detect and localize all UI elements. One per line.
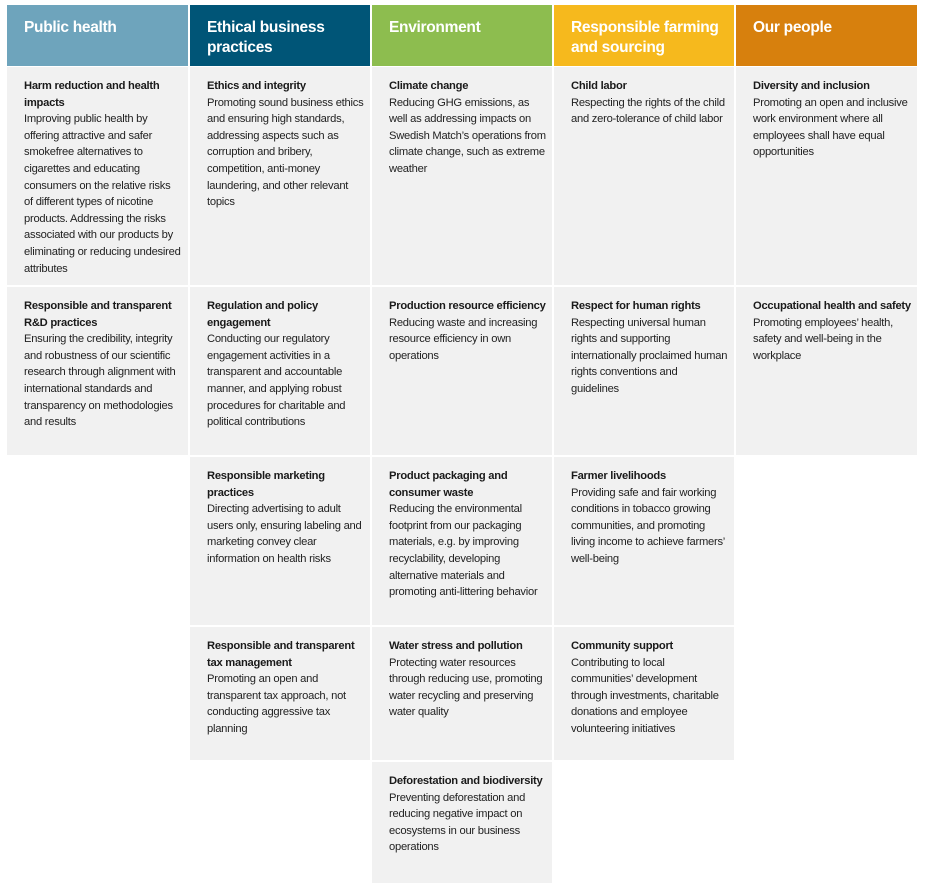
topic-title: Responsible marketing practices: [207, 470, 325, 499]
topic-description: Reducing waste and increasing resource efficiency in own operations: [389, 316, 538, 362]
topic-description: Contributing to local communities’ development through investments, charitable donations and employee volunteering initiatives: [571, 656, 719, 735]
topic-description: Conducting our regulatory engagement activities in a transparent and accountable manner, and applying robust procedures for charitable and political contributions: [207, 333, 346, 429]
topic-cell: [736, 67, 917, 285]
topic-title: Ethics and integrity: [207, 80, 306, 92]
column-header-public-health: Public health: [7, 5, 188, 66]
topic-cell: [190, 67, 370, 285]
topic-cell: [372, 457, 552, 625]
topic-cell: [554, 457, 734, 625]
topic-description: Promoting employees’ health, safety and well-being in the workplace: [753, 316, 893, 362]
topic-title: Production resource efficiency: [389, 300, 546, 312]
topic-title: Climate change: [389, 80, 469, 92]
topic-title: Occupational health and safety: [753, 300, 911, 312]
topic-cell: [372, 67, 552, 285]
topic-cell: [190, 287, 370, 455]
topic-title: Harm reduction and health impacts: [24, 80, 160, 109]
column-header-ethical-business: Ethical business practices: [190, 5, 370, 66]
column-header-environment: Environment: [372, 5, 552, 66]
topic-title: Community support: [571, 640, 674, 652]
topic-cell: [190, 457, 370, 625]
topic-cell: [7, 67, 188, 285]
topic-title: Child labor: [571, 80, 627, 92]
topic-cell: [190, 627, 370, 760]
topic-title: Water stress and pollution: [389, 640, 523, 652]
topic-title: Respect for human rights: [571, 300, 701, 312]
topic-description: Reducing the environmental footprint from our packaging materials, e.g. by improving recyclability, developing alternative materials and promoting anti-littering behavior: [389, 503, 538, 599]
topic-title: Deforestation and biodiversity: [389, 775, 543, 787]
topic-title: Product packaging and consumer waste: [389, 470, 508, 499]
topic-title: Responsible and transparent R&D practices: [24, 300, 172, 329]
column-header-responsible-farming: Responsible farming and sourcing: [554, 5, 734, 66]
topic-description: Promoting sound business ethics and ensuring high standards, addressing aspects such as corruption and bribery, competition, anti-money laundering, and other relevant topics: [207, 96, 364, 209]
topic-description: Preventing deforestation and reducing negative impact on ecosystems in our business operations: [389, 791, 526, 854]
topic-description: Promoting an open and inclusive work environment where all employees shall have equal opportunities: [753, 96, 908, 159]
topic-cell: [372, 287, 552, 455]
topic-cell: [372, 762, 552, 883]
topic-description: Reducing GHG emissions, as well as addressing impacts on Swedish Match’s operations from climate change, such as extreme weather: [389, 96, 546, 175]
topic-description: Improving public health by offering attractive and safer smokefree alternatives to cigarettes and educating consumers on the relative risks of different types of nicotine products. Addressing the risks associated with our products by eliminating or reducing undesired attributes: [24, 113, 181, 275]
topic-cell: [554, 67, 734, 285]
topic-title: Farmer livelihoods: [571, 470, 666, 482]
topic-title: Regulation and policy engagement: [207, 300, 318, 329]
topic-description: Directing advertising to adult users only, ensuring labeling and marketing convey clear information on health risks: [207, 503, 362, 565]
topic-cell: [736, 287, 917, 455]
topic-cell: [554, 627, 734, 760]
topic-description: Protecting water resources through reducing use, promoting water recycling and preserving water quality: [389, 656, 543, 719]
topic-description: Providing safe and fair working conditions in tobacco growing communities, and promoting living income to achieve farmers’ well-being: [571, 486, 725, 565]
topic-description: Promoting an open and transparent tax approach, not conducting aggressive tax planning: [207, 673, 346, 735]
topic-cell: [554, 287, 734, 455]
topic-title: Diversity and inclusion: [753, 80, 870, 92]
topic-description: Respecting the rights of the child and zero-tolerance of child labor: [571, 96, 725, 126]
topic-description: Ensuring the credibility, integrity and robustness of our scientific research through alignment with international standards and transparency on methodologies and results: [24, 333, 176, 429]
topic-title: Responsible and transparent tax management: [207, 640, 355, 669]
topic-cell: [7, 287, 188, 455]
topic-description: Respecting universal human rights and supporting internationally proclaimed human rights conventions and guidelines: [571, 316, 728, 395]
column-header-our-people: Our people: [736, 5, 917, 66]
topic-cell: [372, 627, 552, 760]
